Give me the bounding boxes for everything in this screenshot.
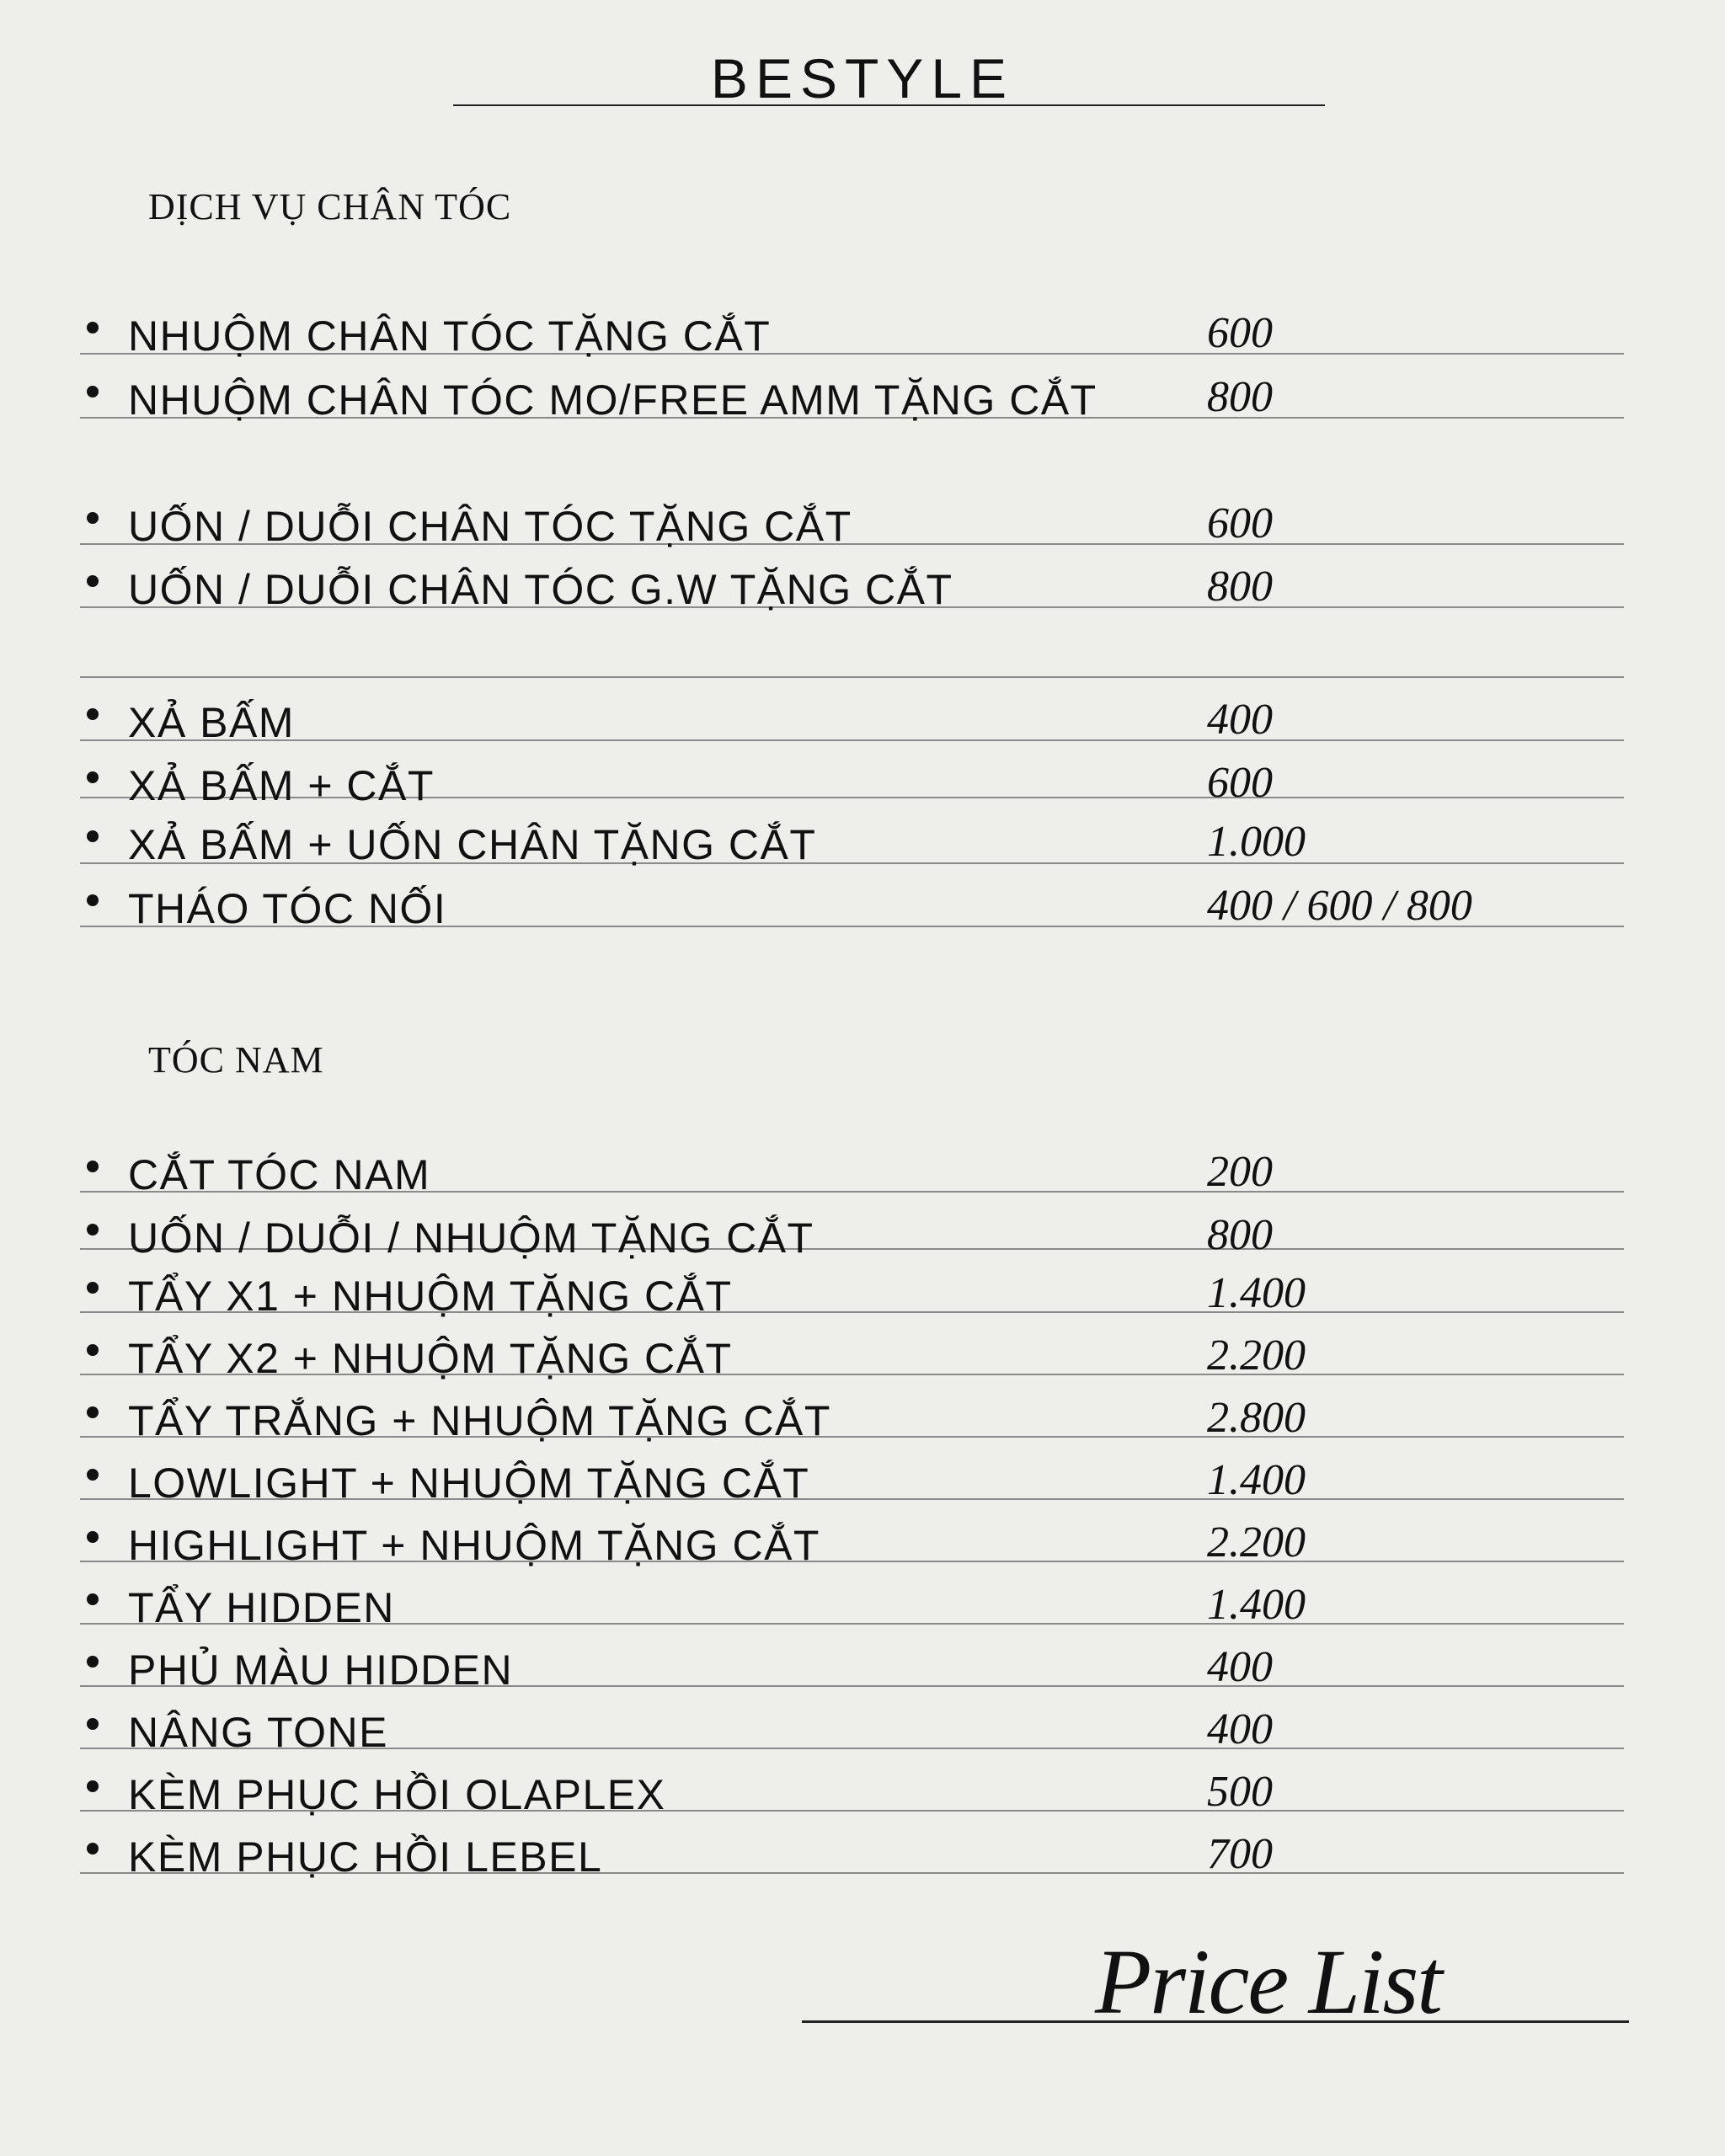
service-label: UỐN / DUỖI CHÂN TÓC TẶNG CẮT	[128, 503, 852, 550]
price-row	[80, 1312, 1624, 1382]
service-price: 400	[1207, 1643, 1273, 1691]
service-label: UỐN / DUỖI CHÂN TÓC G.W TẶNG CẮT	[128, 566, 953, 613]
service-price: 800	[1207, 1211, 1273, 1259]
price-row	[80, 1437, 1624, 1507]
service-label: NHUỘM CHÂN TÓC MO/FREE AMM TẶNG CẮT	[128, 376, 1097, 424]
price-row	[80, 480, 1624, 550]
service-label: HIGHLIGHT + NHUỘM TẶNG CẮT	[128, 1522, 820, 1569]
price-row	[80, 1624, 1624, 1694]
service-label: KÈM PHỤC HỒI LEBEL	[128, 1833, 603, 1881]
brand-title: BESTYLE	[710, 47, 1015, 109]
bullet-icon	[87, 894, 99, 906]
bullet-icon	[87, 1780, 99, 1792]
bullet-icon	[87, 386, 99, 398]
bullet-icon	[87, 1593, 99, 1605]
section-title-men-hair: TÓC NAM	[148, 1039, 324, 1081]
price-row	[80, 1129, 1624, 1198]
service-price: 1.400	[1207, 1456, 1306, 1504]
section-title-root-services: DỊCH VỤ CHÂN TÓC	[148, 186, 512, 227]
price-row	[80, 676, 1624, 746]
bullet-icon	[87, 1531, 99, 1543]
price-row	[80, 862, 1624, 932]
price-row	[80, 290, 1624, 360]
service-label: UỐN / DUỖI / NHUỘM TẶNG CẮT	[128, 1214, 814, 1262]
bullet-icon	[87, 708, 99, 720]
service-price: 2.200	[1207, 1331, 1306, 1380]
price-row	[80, 543, 1624, 613]
service-label: CẮT TÓC NAM	[128, 1151, 431, 1198]
price-row	[80, 798, 1624, 868]
bullet-icon	[87, 575, 99, 587]
service-price: 400	[1207, 696, 1273, 744]
service-price: 800	[1207, 373, 1273, 421]
bullet-icon	[87, 1656, 99, 1668]
service-label: NÂNG TONE	[128, 1709, 388, 1756]
service-label: XẢ BẤM + CẮT	[128, 762, 435, 809]
price-row	[80, 739, 1624, 809]
service-price: 600	[1207, 499, 1273, 547]
price-row	[80, 1686, 1624, 1756]
service-price: 600	[1207, 309, 1273, 357]
service-label: NHUỘM CHÂN TÓC TẶNG CẮT	[128, 312, 772, 360]
service-price: 1.000	[1207, 818, 1306, 866]
price-list-title: Price List	[1095, 1930, 1441, 2033]
bullet-icon	[87, 1718, 99, 1730]
service-price: 2.200	[1207, 1518, 1306, 1566]
bullet-icon	[87, 1224, 99, 1235]
bullet-icon	[87, 1282, 99, 1294]
price-row	[80, 1374, 1624, 1444]
service-label: TẨY TRẮNG + NHUỘM TẶNG CẮT	[128, 1397, 831, 1444]
bullet-icon	[87, 771, 99, 783]
service-price: 700	[1207, 1830, 1273, 1878]
bullet-icon	[87, 322, 99, 334]
service-label: TẨY X1 + NHUỘM TẶNG CẮT	[128, 1273, 733, 1320]
price-row	[80, 1250, 1624, 1320]
price-row	[80, 1192, 1624, 1262]
service-label: XẢ BẤM	[128, 699, 295, 746]
price-row	[80, 1561, 1624, 1631]
bullet-icon	[87, 1161, 99, 1172]
price-row	[80, 1748, 1624, 1818]
service-price: 1.400	[1207, 1269, 1306, 1317]
service-label: LOWLIGHT + NHUỘM TẶNG CẮT	[128, 1460, 810, 1507]
bullet-icon	[87, 830, 99, 842]
service-label: PHỦ MÀU HIDDEN	[128, 1646, 514, 1694]
service-label: TẨY HIDDEN	[128, 1584, 395, 1631]
price-row	[80, 1499, 1624, 1569]
bullet-icon	[87, 1406, 99, 1418]
service-price: 800	[1207, 563, 1273, 611]
price-row	[80, 354, 1624, 424]
service-label: KÈM PHỤC HỒI OLAPLEX	[128, 1771, 666, 1818]
bullet-icon	[87, 512, 99, 524]
service-price: 1.400	[1207, 1581, 1306, 1629]
service-price: 400 / 600 / 800	[1207, 882, 1472, 930]
service-label: THÁO TÓC NỐI	[128, 885, 447, 932]
brand-underline	[453, 104, 1325, 106]
bullet-icon	[87, 1843, 99, 1854]
service-price: 2.800	[1207, 1394, 1306, 1442]
price-row	[80, 1811, 1624, 1881]
service-label: TẨY X2 + NHUỘM TẶNG CẮT	[128, 1335, 733, 1382]
service-price: 500	[1207, 1768, 1273, 1816]
service-price: 200	[1207, 1148, 1273, 1196]
bullet-icon	[87, 1469, 99, 1481]
service-price: 400	[1207, 1705, 1273, 1753]
footer-underline	[802, 2020, 1629, 2023]
bullet-icon	[87, 1344, 99, 1356]
service-label: XẢ BẤM + UỐN CHÂN TẶNG CẮT	[128, 821, 817, 868]
service-price: 600	[1207, 759, 1273, 807]
